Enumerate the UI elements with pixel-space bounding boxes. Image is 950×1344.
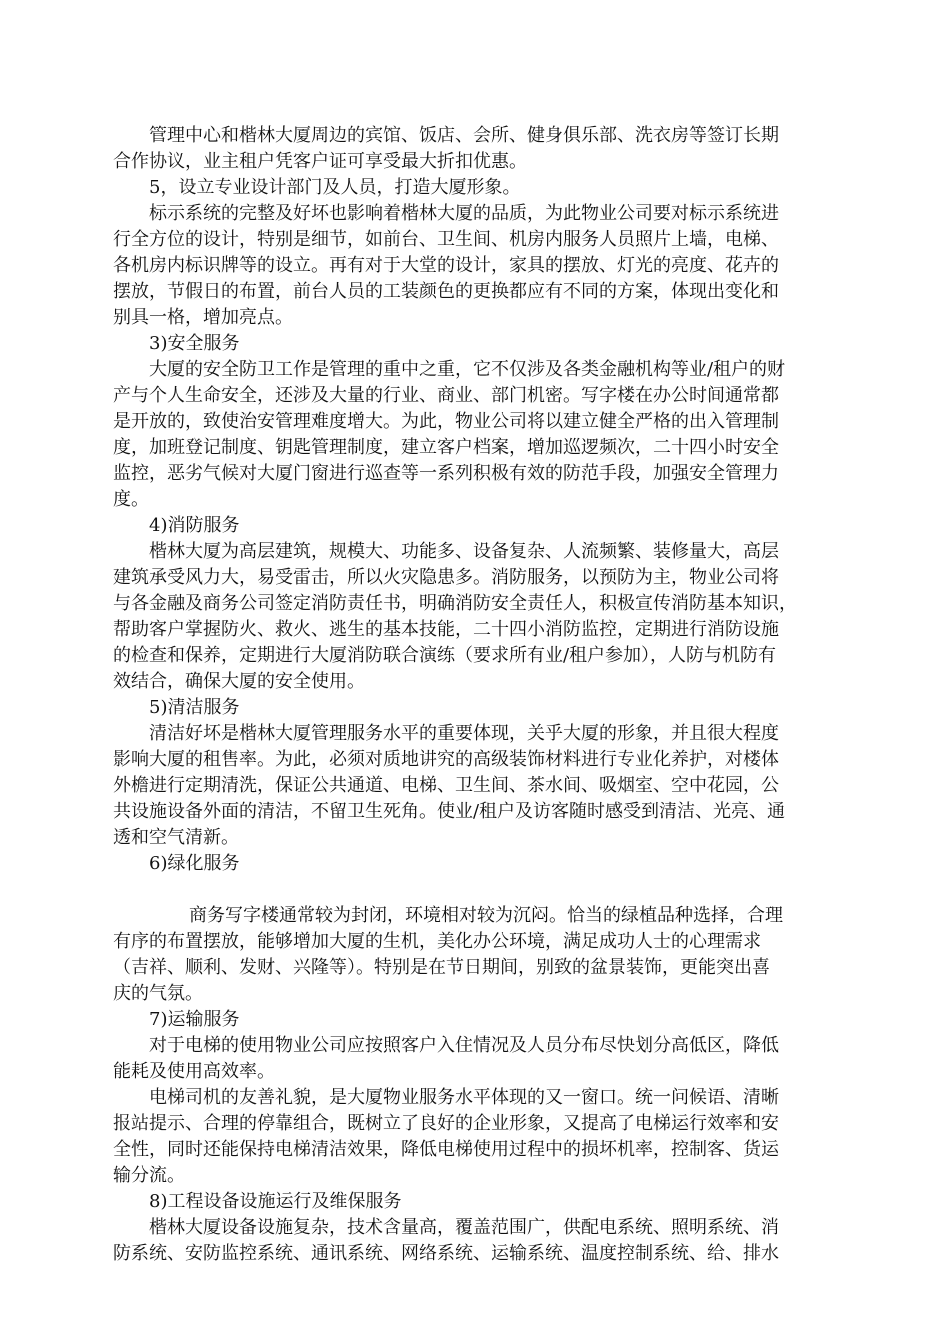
text-line: 度，加班登记制度、钥匙管理制度，建立客户档案，增加巡逻频次，二十四小时安全 xyxy=(113,437,779,458)
text-line: 的检查和保养，定期进行大厦消防联合演练（要求所有业/租户参加），人防与机防有 xyxy=(113,645,777,666)
text-line: 管理中心和楷林大厦周边的宾馆、饭店、会所、健身俱乐部、洗衣房等签订长期 xyxy=(149,125,779,146)
text-line: 报站提示、合理的停靠组合，既树立了良好的企业形象，又提高了电梯运行效率和安 xyxy=(113,1113,779,1134)
text-line: 度。 xyxy=(113,489,149,510)
text-line: （吉祥、顺利、发财、兴隆等）。特别是在节日期间，别致的盆景装饰，更能突出喜 xyxy=(113,957,770,978)
text-line: 是开放的，致使治安管理难度增大。为此，物业公司将以建立健全严格的出入管理制 xyxy=(113,411,779,432)
text-line: 有序的布置摆放，能够增加大厦的生机，美化办公环境，满足成功人士的心理需求 xyxy=(113,931,761,952)
text-line: 大厦的安全防卫工作是管理的重中之重，它不仅涉及各类金融机构等业/租户的财 xyxy=(149,359,786,380)
text-line: 全性，同时还能保持电梯清洁效果，降低电梯使用过程中的损坏机率，控制客、货运 xyxy=(113,1139,779,1160)
text-line: 能耗及使用高效率。 xyxy=(113,1061,275,1082)
text-line: 电梯司机的友善礼貌，是大厦物业服务水平体现的又一窗口。统一问候语、清晰 xyxy=(149,1087,779,1108)
text-line: 影响大厦的租售率。为此，必须对质地讲究的高级装饰材料进行专业化养护，对楼体 xyxy=(113,749,779,770)
text-line: 共设施设备外面的清洁，不留卫生死角。使业/租户及访客随时感受到清洁、光亮、通 xyxy=(113,801,786,822)
text-line: 清洁好坏是楷林大厦管理服务水平的重要体现，关乎大厦的形象，并且很大程度 xyxy=(149,723,779,744)
text-line: 标示系统的完整及好坏也影响着楷林大厦的品质，为此物业公司要对标示系统进 xyxy=(149,203,779,224)
text-line: 外檐进行定期清洗，保证公共通道、电梯、卫生间、茶水间、吸烟室、空中花园，公 xyxy=(113,775,779,796)
section-heading: 5)清洁服务 xyxy=(149,697,240,718)
section-heading: 3)安全服务 xyxy=(149,333,240,354)
text-line: 输分流。 xyxy=(113,1165,185,1186)
text-line: 行全方位的设计，特别是细节，如前台、卫生间、机房内服务人员照片上墙，电梯、 xyxy=(113,229,779,250)
text-line: 各机房内标识牌等的设立。再有对于大堂的设计，家具的摆放、灯光的亮度、花卉的 xyxy=(113,255,779,276)
section-heading: 4)消防服务 xyxy=(149,515,240,536)
text-line: 摆放，节假日的布置，前台人员的工装颜色的更换都应有不同的方案，体现出变化和 xyxy=(113,281,779,302)
section-heading: 6)绿化服务 xyxy=(149,853,240,874)
text-line: 帮助客户掌握防火、救火、逃生的基本技能，二十四小消防监控，定期进行消防设施 xyxy=(113,619,779,640)
text-line: 楷林大厦为高层建筑，规模大、功能多、设备复杂、人流频繁、装修量大，高层 xyxy=(149,541,779,562)
text-line: 效结合，确保大厦的安全使用。 xyxy=(113,671,365,692)
text-line: 监控，恶劣气候对大厦门窗进行巡查等一系列积极有效的防范手段，加强安全管理力 xyxy=(113,463,779,484)
text-line: 产与个人生命安全，还涉及大量的行业、商业、部门机密。写字楼在办公时间通常都 xyxy=(113,385,779,406)
text-line: 建筑承受风力大，易受雷击，所以火灾隐患多。消防服务，以预防为主，物业公司将 xyxy=(113,567,779,588)
text-line: 透和空气清新。 xyxy=(113,827,239,848)
text-line: 防系统、安防监控系统、通讯系统、网络系统、运输系统、温度控制系统、给、排水 xyxy=(113,1243,779,1264)
text-line: 与各金融及商务公司签定消防责任书，明确消防安全责任人，积极宣传消防基本知识， xyxy=(113,593,797,614)
text-line: 庆的气氛。 xyxy=(113,983,203,1004)
text-line: 商务写字楼通常较为封闭，环境相对较为沉闷。恰当的绿植品种选择，合理 xyxy=(189,905,783,926)
list-item-heading: 5，设立专业设计部门及人员，打造大厦形象。 xyxy=(149,177,521,198)
text-line: 楷林大厦设备设施复杂，技术含量高，覆盖范围广，供配电系统、照明系统、消 xyxy=(149,1217,779,1238)
text-line: 别具一格，增加亮点。 xyxy=(113,307,293,328)
section-heading: 7)运输服务 xyxy=(149,1009,240,1030)
text-line: 合作协议，业主租户凭客户证可享受最大折扣优惠。 xyxy=(113,151,527,172)
text-line: 对于电梯的使用物业公司应按照客户入住情况及人员分布尽快划分高低区，降低 xyxy=(149,1035,779,1056)
section-heading: 8)工程设备设施运行及维保服务 xyxy=(149,1191,402,1212)
